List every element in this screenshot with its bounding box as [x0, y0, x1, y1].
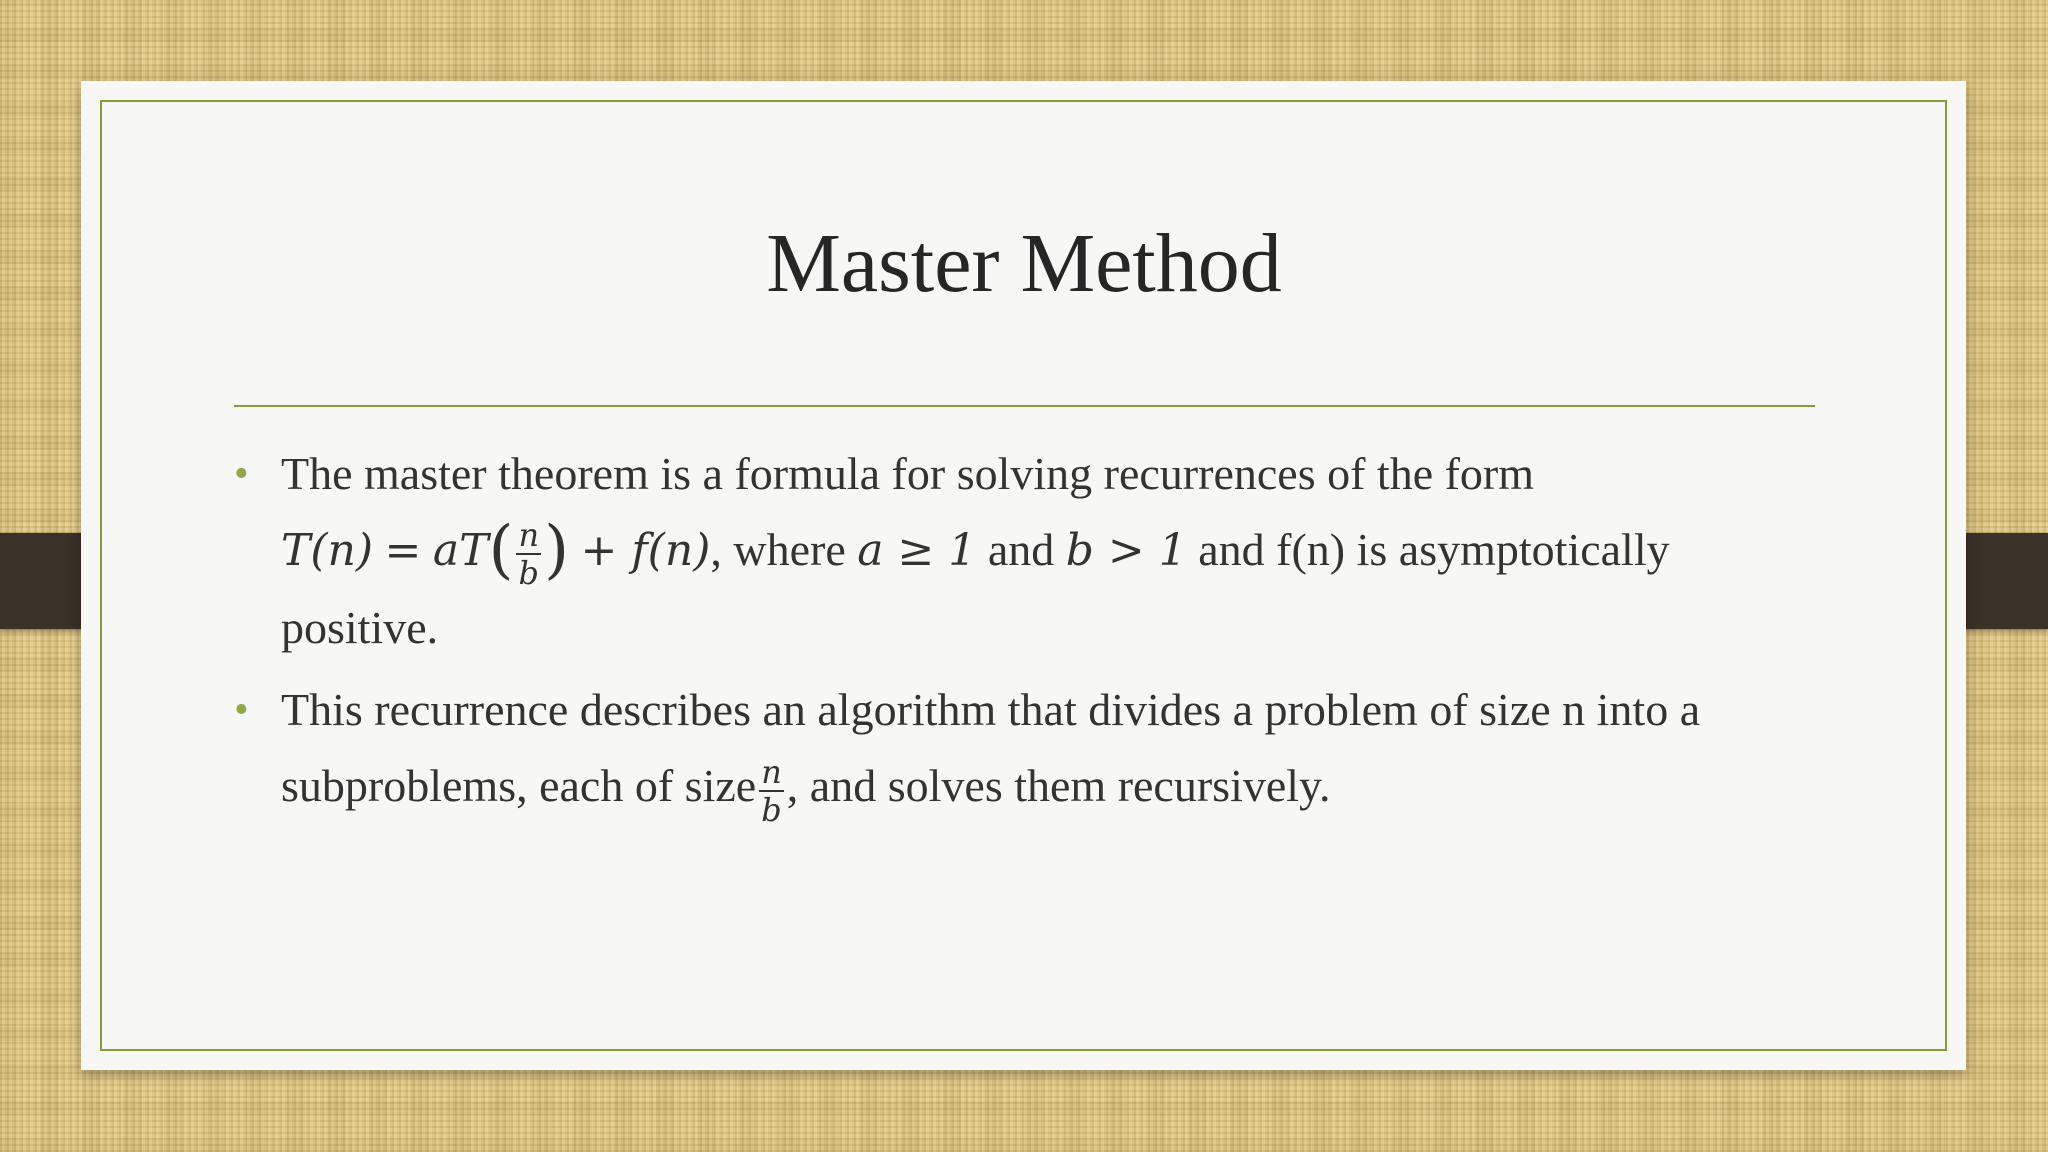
- size-fraction: [759, 752, 784, 829]
- formula-fraction: [516, 516, 541, 593]
- slide-title: Master Method: [766, 217, 1282, 310]
- fraction-denominator: b: [518, 554, 540, 593]
- formula-paren-close: ): [544, 513, 570, 587]
- fraction-numerator: n: [518, 516, 540, 555]
- formula-aT: aT: [432, 525, 489, 576]
- bullet-dot-icon: •: [234, 451, 249, 497]
- fraction-numerator: n: [761, 752, 782, 791]
- formula-equals: =: [384, 525, 422, 576]
- bullet-2-lead-text: This recurrence describes an algorithm that divides a problem of size n into a subproblems, each of size: [281, 684, 1701, 812]
- formula-rest: + f(n): [580, 525, 711, 576]
- bullet-dot-icon: •: [234, 687, 249, 734]
- title-divider: [234, 405, 1815, 407]
- bullet-1-tail-text: and f(n) is asymptotically positive.: [281, 524, 1670, 654]
- formula-lhs: T(n): [281, 525, 374, 576]
- bullet-item-recurrence-description: [234, 672, 1814, 829]
- and-text: and: [987, 524, 1055, 575]
- condition-b: b > 1: [1065, 525, 1187, 576]
- condition-a: a ≥ 1: [857, 525, 977, 576]
- bullet-2-tail-text: , and solves them recursively.: [786, 760, 1331, 812]
- bullet-list: [234, 436, 1814, 833]
- bullet-1-lead-text: The master theorem is a formula for solving recurrences of the form: [281, 448, 1535, 499]
- where-text: , where: [710, 524, 846, 575]
- formula-paren-open: (: [488, 513, 514, 587]
- bullet-item-master-theorem: [234, 436, 1814, 666]
- fraction-denominator: b: [761, 790, 782, 829]
